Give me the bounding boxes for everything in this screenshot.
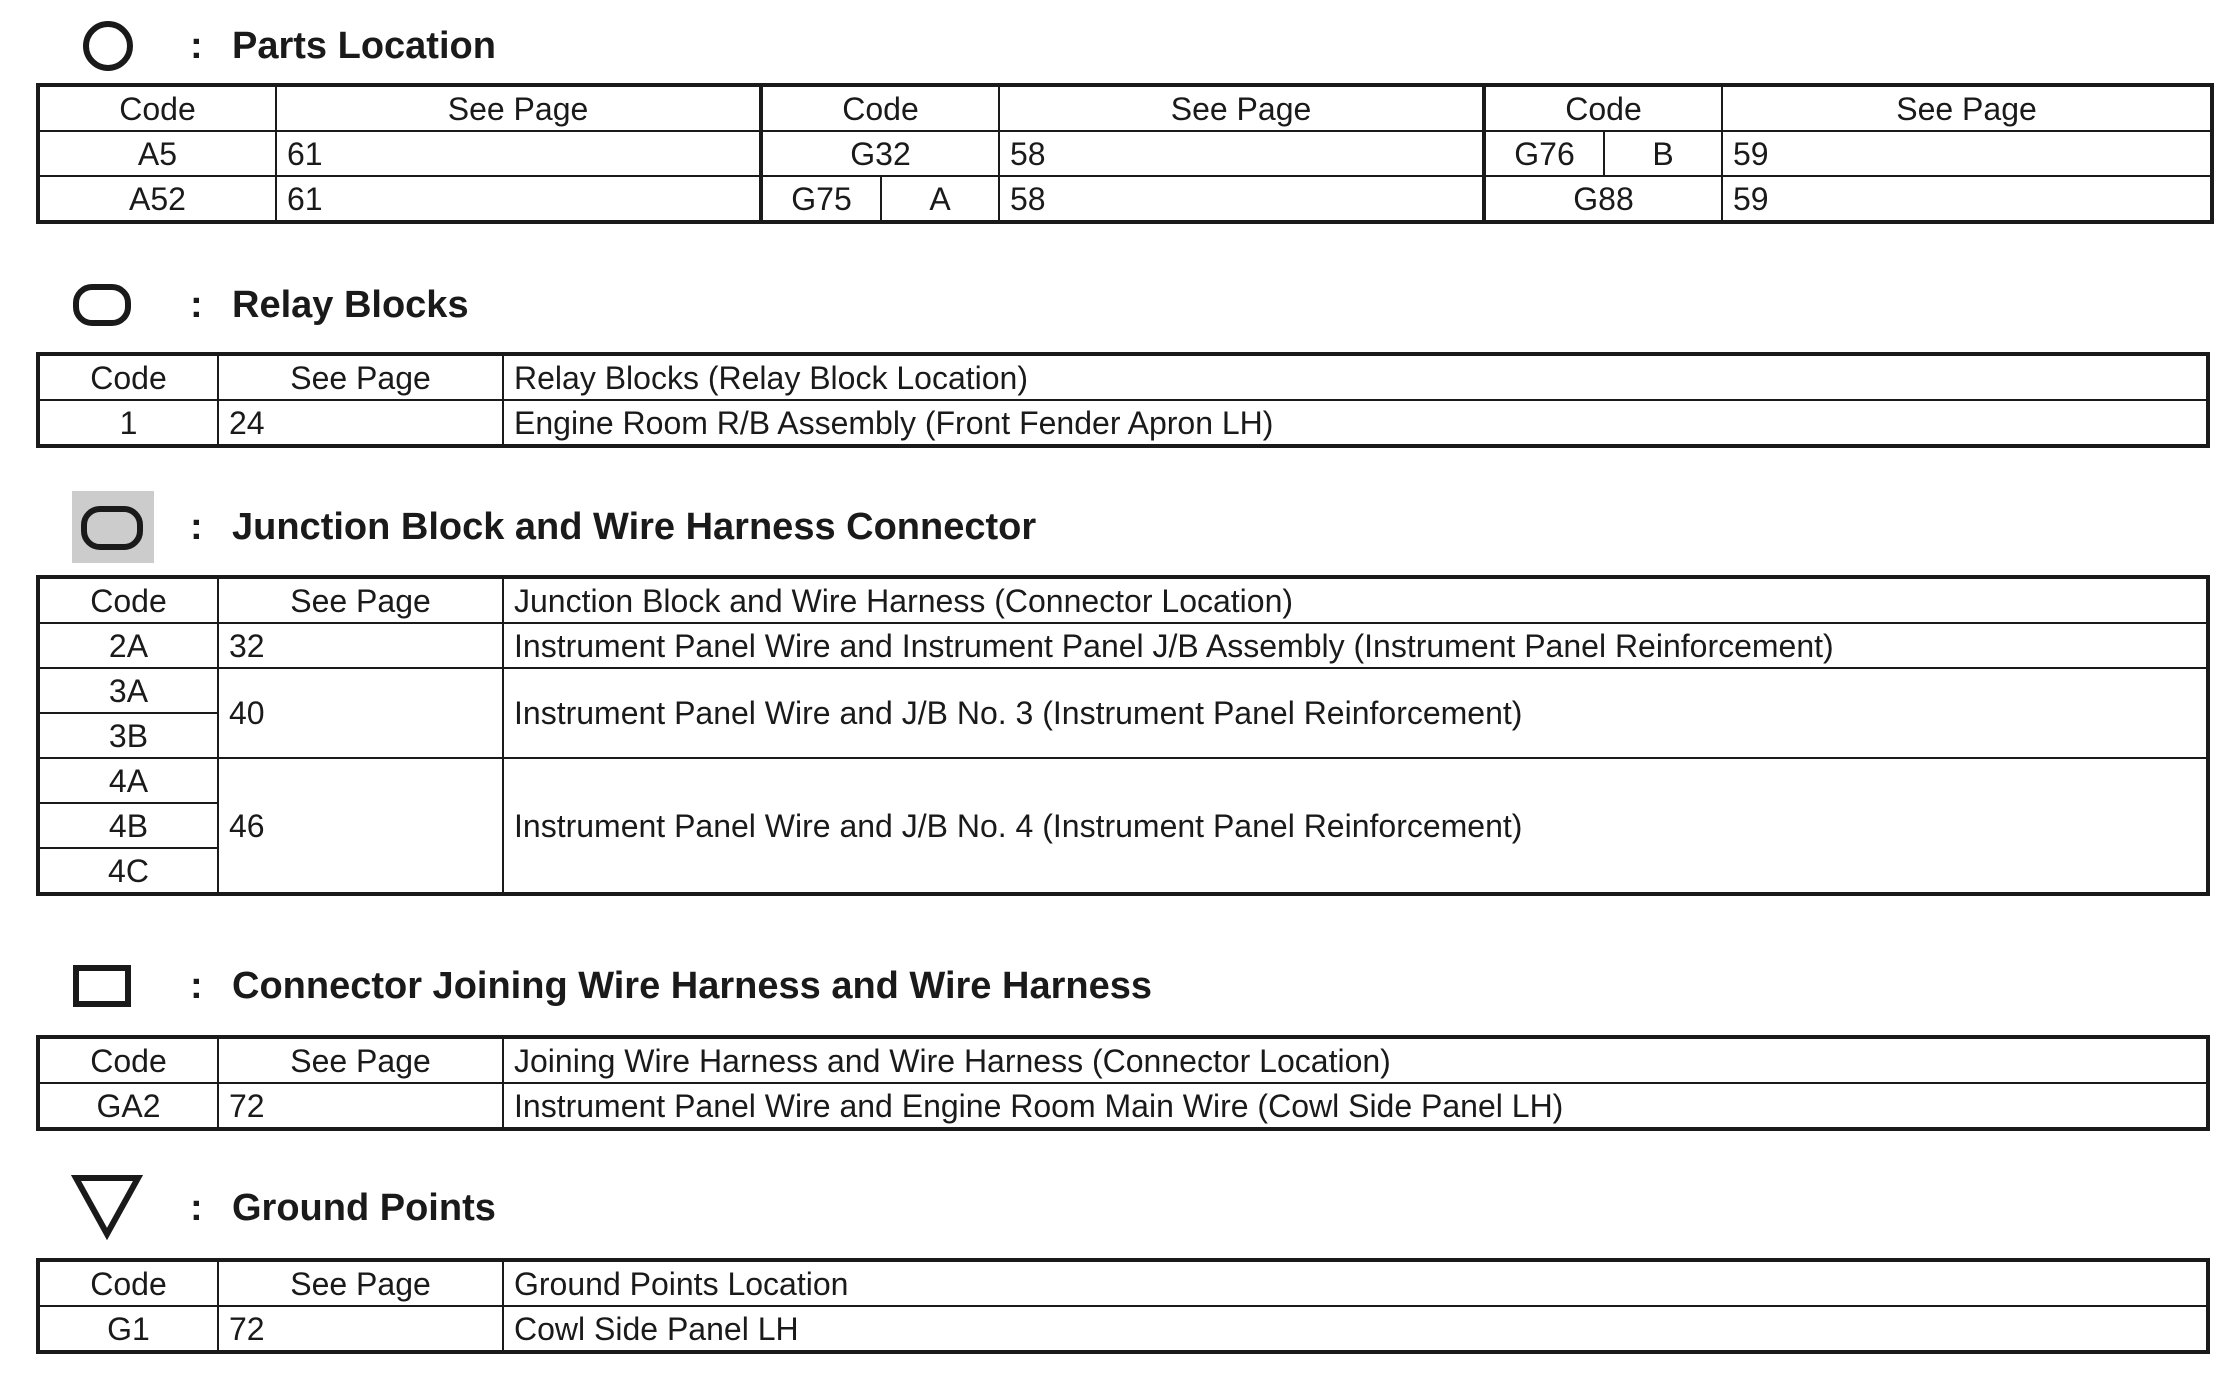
shaded-rounded-rect-icon [68,487,158,567]
code-cell: G1 [38,1306,218,1352]
code-sub-cell: B [1604,131,1722,176]
code-cell: GA2 [38,1083,218,1129]
header-see-page: See Page [999,85,1484,131]
code-cell: G75 [761,176,881,222]
section-title: Ground Points [232,1187,496,1229]
code-cell: A52 [38,176,276,222]
table-row [38,758,2208,803]
circle-icon [68,6,158,86]
header-description: Relay Blocks (Relay Block Location) [503,354,2208,400]
page-cell: 24 [218,400,503,446]
connector-joining-heading [0,946,2232,1026]
code-cell: 3B [38,713,218,758]
ground-points-heading [0,1168,2232,1248]
page-cell: 32 [218,623,503,668]
header-code: Code [1484,85,1722,131]
section-title: Junction Block and Wire Harness Connector [232,506,1037,548]
relay-blocks-heading [0,265,2232,345]
header-description: Junction Block and Wire Harness (Connector Location) [503,577,2208,623]
header-see-page: See Page [1722,85,2212,131]
table-row [38,176,2212,222]
header-code: Code [38,577,218,623]
section-colon: : [190,506,203,548]
table-row [38,400,2208,446]
rectangle-icon [68,946,158,1026]
page-cell: 40 [218,668,503,758]
page-cell: 58 [999,176,1484,222]
page-cell: 72 [218,1083,503,1129]
page-cell: 46 [218,758,503,894]
page-cell: 59 [1722,131,2212,176]
table-header-row [38,85,2212,131]
code-cell: 2A [38,623,218,668]
header-see-page: See Page [218,1037,503,1083]
section-colon: : [190,965,203,1007]
header-description: Joining Wire Harness and Wire Harness (Connector Location) [503,1037,2208,1083]
section-title: Parts Location [232,25,496,67]
description-cell: Engine Room R/B Assembly (Front Fender Apron LH) [503,400,2208,446]
section-colon: : [190,25,203,67]
code-cell: 3A [38,668,218,713]
junction-block-heading [0,487,2232,567]
header-see-page: See Page [276,85,761,131]
table-header-row [38,1260,2208,1306]
relay-blocks-table [36,352,2210,448]
code-cell: G76 [1484,131,1604,176]
parts-location-table [36,83,2214,224]
code-cell: 4B [38,803,218,848]
header-see-page: See Page [218,354,503,400]
parts-location-heading [0,6,2232,86]
header-code: Code [38,1260,218,1306]
code-cell: 4C [38,848,218,894]
header-description: Ground Points Location [503,1260,2208,1306]
description-cell: Instrument Panel Wire and J/B No. 3 (Instrument Panel Reinforcement) [503,668,2208,758]
page-cell: 59 [1722,176,2212,222]
description-cell: Instrument Panel Wire and J/B No. 4 (Instrument Panel Reinforcement) [503,758,2208,894]
section-title: Connector Joining Wire Harness and Wire Harness [232,965,1152,1007]
description-cell: Instrument Panel Wire and Instrument Panel J/B Assembly (Instrument Panel Reinforcement) [503,623,2208,668]
header-code: Code [38,85,276,131]
header-code: Code [761,85,999,131]
page-cell: 72 [218,1306,503,1352]
description-cell: Cowl Side Panel LH [503,1306,2208,1352]
page-cell: 58 [999,131,1484,176]
rounded-rect-icon [68,265,158,345]
table-header-row [38,354,2208,400]
table-header-row [38,1037,2208,1083]
header-see-page: See Page [218,1260,503,1306]
page-cell: 61 [276,176,761,222]
header-code: Code [38,354,218,400]
code-sub-cell: A [881,176,999,222]
junction-block-table [36,575,2210,896]
header-see-page: See Page [218,577,503,623]
triangle-down-icon [68,1168,158,1248]
table-row [38,668,2208,713]
code-cell: 1 [38,400,218,446]
table-row [38,1306,2208,1352]
code-cell: G88 [1484,176,1722,222]
connector-joining-table [36,1035,2210,1131]
ground-points-table [36,1258,2210,1354]
code-cell: 4A [38,758,218,803]
table-row [38,623,2208,668]
table-row [38,1083,2208,1129]
header-code: Code [38,1037,218,1083]
page-cell: 61 [276,131,761,176]
code-cell: G32 [761,131,999,176]
table-row [38,131,2212,176]
table-header-row [38,577,2208,623]
section-colon: : [190,1187,203,1229]
section-title: Relay Blocks [232,284,469,326]
description-cell: Instrument Panel Wire and Engine Room Main Wire (Cowl Side Panel LH) [503,1083,2208,1129]
code-cell: A5 [38,131,276,176]
section-colon: : [190,284,203,326]
